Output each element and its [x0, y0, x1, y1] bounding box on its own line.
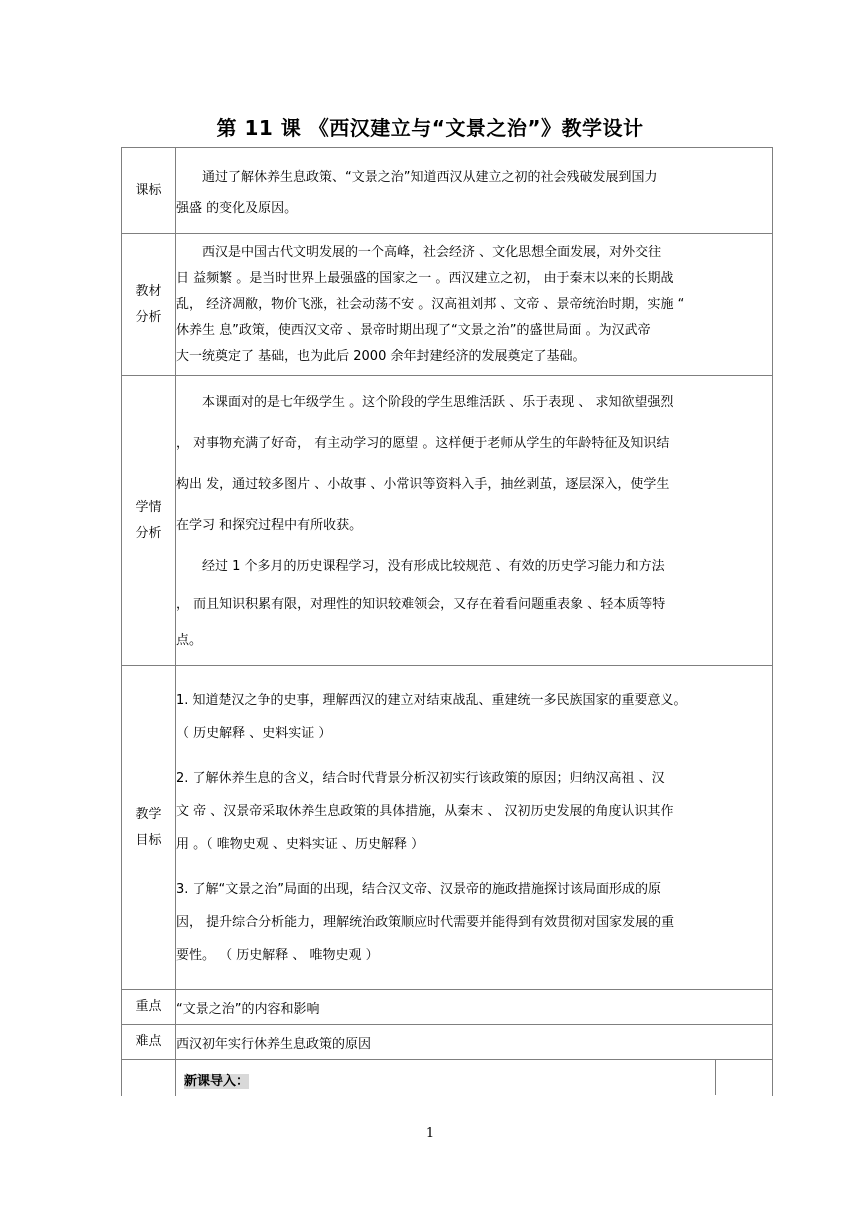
row-zhongdian: [122, 990, 773, 1025]
lesson-plan-table: [121, 147, 773, 1096]
cell-xueqing: [176, 376, 773, 666]
kebiao-line: 通过了解休养生息政策、“文景之治”知道西汉从建立之初的社会残破发展到国力: [202, 169, 658, 185]
xueqing-line: ， 对事物充满了好奇， 有主动学习的愿望 。这样便于老师从学生的年龄特征及知识结: [176, 436, 670, 451]
cell-mubiao: [176, 666, 773, 990]
goal-line: 用 。（ 唯物史观 、史料实证 、历史解释 ）: [176, 836, 425, 852]
jiaocai-line: 大一统奠定了 基础，也为此后 2000 余年封建经济的发展奠定了基础。: [176, 348, 586, 364]
goal-line: 2. 了解休养生息的含义，结合时代背景分析汉初实行该政策的原因；归纳汉高祖 、汉: [176, 770, 665, 786]
kebiao-line: 强盛 的变化及原因。: [176, 200, 298, 216]
label-line: 目标: [135, 832, 162, 848]
label-line: 分析: [135, 309, 162, 325]
goal-line: 要性。 （ 历史解释 、 唯物史观 ）: [176, 947, 379, 963]
label-line: 分析: [135, 525, 162, 541]
goal-line: 1. 知道楚汉之争的史事，理解西汉的建立对结束战乱、重建统一多民族国家的重要意义。: [176, 692, 687, 708]
goal-line: 因， 提升综合分析能力，理解统治政策顺应时代需要并能得到有效贯彻对国家发展的重: [176, 914, 675, 930]
row-mubiao: [122, 666, 773, 990]
cell-nandian: 西汉初年实行休养生息政策的原因: [176, 1025, 773, 1060]
label-line: 教材: [135, 283, 162, 299]
goal-line: （ 历史解释 、史料实证 ）: [176, 725, 332, 741]
row-xinke: [122, 1060, 773, 1096]
cell-jiaocai: [176, 234, 773, 376]
row-label-empty: [122, 1060, 176, 1096]
xueqing-line: 本课面对的是七年级学生 。这个阶段的学生思维活跃 、乐于表现 、 求知欲望强烈: [202, 395, 674, 410]
jiaocai-line: 日 益频繁 。是当时世界上最强盛的国家之一 。西汉建立之初， 由于秦末以来的长期战: [176, 270, 674, 286]
xueqing-line: 构出 发，通过较多图片 、小故事 、小常识等资料入手，抽丝剥茧，逐层深入，使学生: [176, 477, 670, 492]
xueqing-line: 点。: [176, 633, 203, 648]
xueqing-line: 在学习 和探究过程中有所收获。: [176, 518, 363, 533]
section-heading: 新课导入：: [184, 1074, 250, 1090]
row-label-nandian: 难点: [122, 1025, 176, 1060]
goal-line: 3. 了解“文景之治”局面的出现，结合汉文帝、汉景帝的施政措施探讨该局面形成的原: [176, 881, 662, 897]
row-xueqing: [122, 376, 773, 666]
row-kebiao: [122, 148, 773, 234]
row-nandian: [122, 1025, 773, 1060]
document-title: 第 11 课 《西汉建立与“文景之治”》教学设计: [216, 116, 644, 140]
jiaocai-line: 休养生 息”政策，使西汉文帝 、景帝时期出现了“文景之治”的盛世局面 。为汉武帝: [176, 322, 651, 338]
goal-line: 文 帝 、汉景帝采取休养生息政策的具体措施，从秦末 、 汉初历史发展的角度认识其作: [176, 803, 674, 819]
cell-xinke: [176, 1060, 773, 1096]
row-label-zhongdian: 重点: [122, 990, 176, 1025]
page-number: 1: [425, 1126, 435, 1141]
row-label-xueqing: [122, 376, 176, 666]
row-label-kebiao: 课标: [122, 148, 176, 234]
xueqing-line: 经过 1 个多月的历史课程学习，没有形成比较规范 、有效的历史学习能力和方法: [202, 559, 665, 574]
row-label-mubiao: [122, 666, 176, 990]
label-line: 学情: [135, 499, 162, 515]
label-line: 教学: [135, 806, 162, 822]
cell-kebiao: [176, 148, 773, 234]
jiaocai-line: 乱， 经济凋敝，物价飞涨，社会动荡不安 。汉高祖刘邦 、文帝 、景帝统治时期，实施 “: [176, 296, 685, 312]
xueqing-line: ， 而且知识积累有限，对理性的知识较难领会，又存在着看问题重表象 、轻本质等特: [176, 597, 666, 612]
row-label-jiaocai: [122, 234, 176, 376]
row-jiaocai: [122, 234, 773, 376]
cell-zhongdian: “文景之治”的内容和影响: [176, 990, 773, 1025]
jiaocai-line: 西汉是中国古代文明发展的一个高峰，社会经济 、文化思想全面发展，对外交往: [202, 244, 662, 260]
